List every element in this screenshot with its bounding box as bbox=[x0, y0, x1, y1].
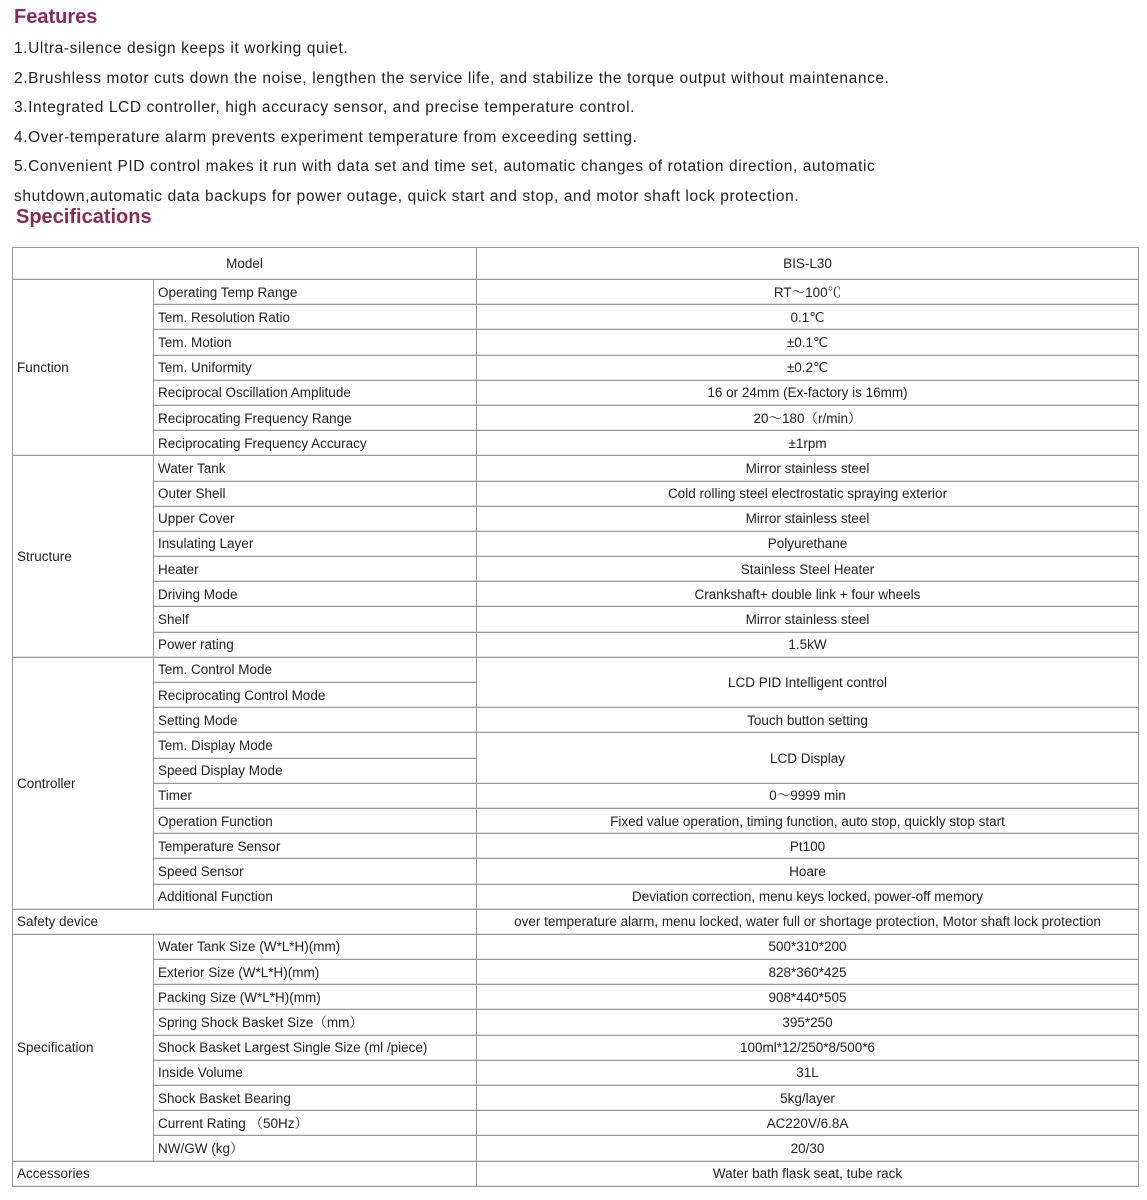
spec-label: Upper Cover bbox=[154, 506, 477, 531]
table-row bbox=[13, 783, 1139, 808]
feature-item: 4.Over-temperature alarm prevents experiment temperature from exceeding setting. bbox=[14, 128, 638, 146]
spec-value: ±0.2℃ bbox=[477, 355, 1139, 380]
spec-label: Inside Volume bbox=[154, 1060, 477, 1085]
spec-label: Tem. Display Mode bbox=[154, 733, 477, 758]
spec-value: ±1rpm bbox=[477, 431, 1139, 456]
spec-value: Polyurethane bbox=[477, 531, 1139, 556]
specifications-table bbox=[12, 247, 1139, 1187]
table-row bbox=[13, 431, 1139, 456]
table-row bbox=[13, 456, 1139, 481]
spec-label: Tem. Control Mode bbox=[154, 657, 477, 682]
table-row bbox=[13, 1136, 1139, 1161]
spec-label: Spring Shock Basket Size（mm） bbox=[154, 1010, 477, 1035]
table-row bbox=[13, 733, 1139, 758]
spec-label: Shelf bbox=[154, 607, 477, 632]
spec-label: Water Tank Size (W*L*H)(mm) bbox=[154, 934, 477, 959]
table-row bbox=[13, 330, 1139, 355]
table-row bbox=[13, 632, 1139, 657]
spec-value: Mirror stainless steel bbox=[477, 456, 1139, 481]
model-row bbox=[13, 248, 1139, 280]
model-label: Model bbox=[13, 248, 477, 280]
spec-label: Shock Basket Largest Single Size (ml /piece) bbox=[154, 1035, 477, 1060]
accessories-label: Accessories bbox=[13, 1161, 477, 1186]
spec-label: Water Tank bbox=[154, 456, 477, 481]
table-row bbox=[13, 355, 1139, 380]
spec-label: Operating Temp Range bbox=[154, 280, 477, 305]
spec-label: Reciprocating Control Mode bbox=[154, 683, 477, 708]
spec-label: Exterior Size (W*L*H)(mm) bbox=[154, 960, 477, 985]
spec-value: 20～180（r/min） bbox=[477, 405, 1139, 430]
spec-value: Touch button setting bbox=[477, 708, 1139, 733]
spec-label: Power rating bbox=[154, 632, 477, 657]
spec-value: 31L bbox=[477, 1060, 1139, 1085]
table-row bbox=[13, 708, 1139, 733]
spec-value: Hoare bbox=[477, 859, 1139, 884]
spec-label: Reciprocating Frequency Accuracy bbox=[154, 431, 477, 456]
table-row bbox=[13, 582, 1139, 607]
spec-label: NW/GW (kg） bbox=[154, 1136, 477, 1161]
table-row bbox=[13, 506, 1139, 531]
feature-item: shutdown,automatic data backups for power outage, quick start and stop, and motor shaft lock protection. bbox=[14, 187, 800, 205]
spec-label: Additional Function bbox=[154, 884, 477, 909]
table-row bbox=[13, 531, 1139, 556]
feature-item: 5.Convenient PID control makes it run with data set and time set, automatic changes of rotation direction, automatic bbox=[14, 158, 876, 176]
spec-value: 828*360*425 bbox=[477, 960, 1139, 985]
spec-label: Reciprocal Oscillation Amplitude bbox=[154, 380, 477, 405]
spec-value: AC220V/6.8A bbox=[477, 1111, 1139, 1136]
table-row bbox=[13, 557, 1139, 582]
feature-item: 1.Ultra-silence design keeps it working quiet. bbox=[14, 40, 349, 57]
spec-value: Mirror stainless steel bbox=[477, 607, 1139, 632]
table-row bbox=[13, 280, 1139, 305]
spec-value: Crankshaft+ double link + four wheels bbox=[477, 582, 1139, 607]
group-function: Function bbox=[13, 280, 154, 456]
accessories-value: Water bath flask seat, tube rack bbox=[477, 1161, 1139, 1186]
spec-value: 908*440*505 bbox=[477, 985, 1139, 1010]
spec-label: Reciprocating Frequency Range bbox=[154, 405, 477, 430]
table-row bbox=[13, 1035, 1139, 1060]
feature-item: 2.Brushless motor cuts down the noise, lengthen the service life, and stabilize the torque output without maintenance. bbox=[14, 69, 890, 87]
spec-label: Current Rating （50Hz） bbox=[154, 1111, 477, 1136]
spec-value: 100ml*12/250*8/500*6 bbox=[477, 1035, 1139, 1060]
spec-label: Speed Display Mode bbox=[154, 758, 477, 783]
table-row bbox=[13, 960, 1139, 985]
spec-label: Driving Mode bbox=[154, 582, 477, 607]
spec-value: ±0.1℃ bbox=[477, 330, 1139, 355]
table-row bbox=[13, 607, 1139, 632]
spec-value: 1.5kW bbox=[477, 632, 1139, 657]
spec-value: LCD Display bbox=[477, 733, 1139, 783]
spec-value: Deviation correction, menu keys locked, power-off memory bbox=[477, 884, 1139, 909]
table-row bbox=[13, 934, 1139, 959]
spec-label: Packing Size (W*L*H)(mm) bbox=[154, 985, 477, 1010]
table-row bbox=[13, 1111, 1139, 1136]
table-row bbox=[13, 481, 1139, 506]
table-row bbox=[13, 405, 1139, 430]
spec-label: Heater bbox=[154, 557, 477, 582]
table-row bbox=[13, 1086, 1139, 1111]
spec-value: LCD PID Intelligent control bbox=[477, 657, 1139, 707]
table-row bbox=[13, 380, 1139, 405]
features-list bbox=[14, 34, 1124, 212]
spec-value: Fixed value operation, timing function, auto stop, quickly stop start bbox=[477, 808, 1139, 833]
spec-value: 0.1℃ bbox=[477, 305, 1139, 330]
spec-value: RT～100℃ bbox=[477, 280, 1139, 305]
table-row bbox=[13, 305, 1139, 330]
spec-value: 16 or 24mm (Ex-factory is 16mm) bbox=[477, 380, 1139, 405]
spec-value: Mirror stainless steel bbox=[477, 506, 1139, 531]
table-row bbox=[13, 1161, 1139, 1186]
features-heading: Features bbox=[14, 6, 98, 28]
spec-value: 0～9999 min bbox=[477, 783, 1139, 808]
spec-label: Tem. Uniformity bbox=[154, 355, 477, 380]
group-controller: Controller bbox=[13, 657, 154, 909]
spec-label: Insulating Layer bbox=[154, 531, 477, 556]
table-row bbox=[13, 985, 1139, 1010]
table-row bbox=[13, 884, 1139, 909]
spec-value: Cold rolling steel electrostatic spraying exterior bbox=[477, 481, 1139, 506]
spec-label: Operation Function bbox=[154, 808, 477, 833]
spec-label: Setting Mode bbox=[154, 708, 477, 733]
group-specification: Specification bbox=[13, 934, 154, 1161]
table-row bbox=[13, 657, 1139, 682]
table-row bbox=[13, 909, 1139, 934]
table-row bbox=[13, 1060, 1139, 1085]
table-row bbox=[13, 808, 1139, 833]
table-row bbox=[13, 834, 1139, 859]
spec-label: Speed Sensor bbox=[154, 859, 477, 884]
spec-label: Temperature Sensor bbox=[154, 834, 477, 859]
spec-value: 5kg/layer bbox=[477, 1086, 1139, 1111]
spec-value: Stainless Steel Heater bbox=[477, 557, 1139, 582]
safety-value: over temperature alarm, menu locked, water full or shortage protection, Motor shaft lock protection bbox=[477, 909, 1139, 934]
spec-value: 20/30 bbox=[477, 1136, 1139, 1161]
spec-label: Outer Shell bbox=[154, 481, 477, 506]
specifications-heading: Specifications bbox=[16, 206, 152, 228]
table-row bbox=[13, 859, 1139, 884]
spec-value: Pt100 bbox=[477, 834, 1139, 859]
spec-value: 500*310*200 bbox=[477, 934, 1139, 959]
feature-item: 3.Integrated LCD controller, high accuracy sensor, and precise temperature control. bbox=[14, 99, 636, 117]
group-structure: Structure bbox=[13, 456, 154, 658]
table-row bbox=[13, 1010, 1139, 1035]
model-value: BIS-L30 bbox=[477, 248, 1139, 280]
spec-value: 395*250 bbox=[477, 1010, 1139, 1035]
spec-label: Tem. Motion bbox=[154, 330, 477, 355]
safety-label: Safety device bbox=[13, 909, 477, 934]
spec-label: Shock Basket Bearing bbox=[154, 1086, 477, 1111]
spec-label: Timer bbox=[154, 783, 477, 808]
spec-label: Tem. Resolution Ratio bbox=[154, 305, 477, 330]
